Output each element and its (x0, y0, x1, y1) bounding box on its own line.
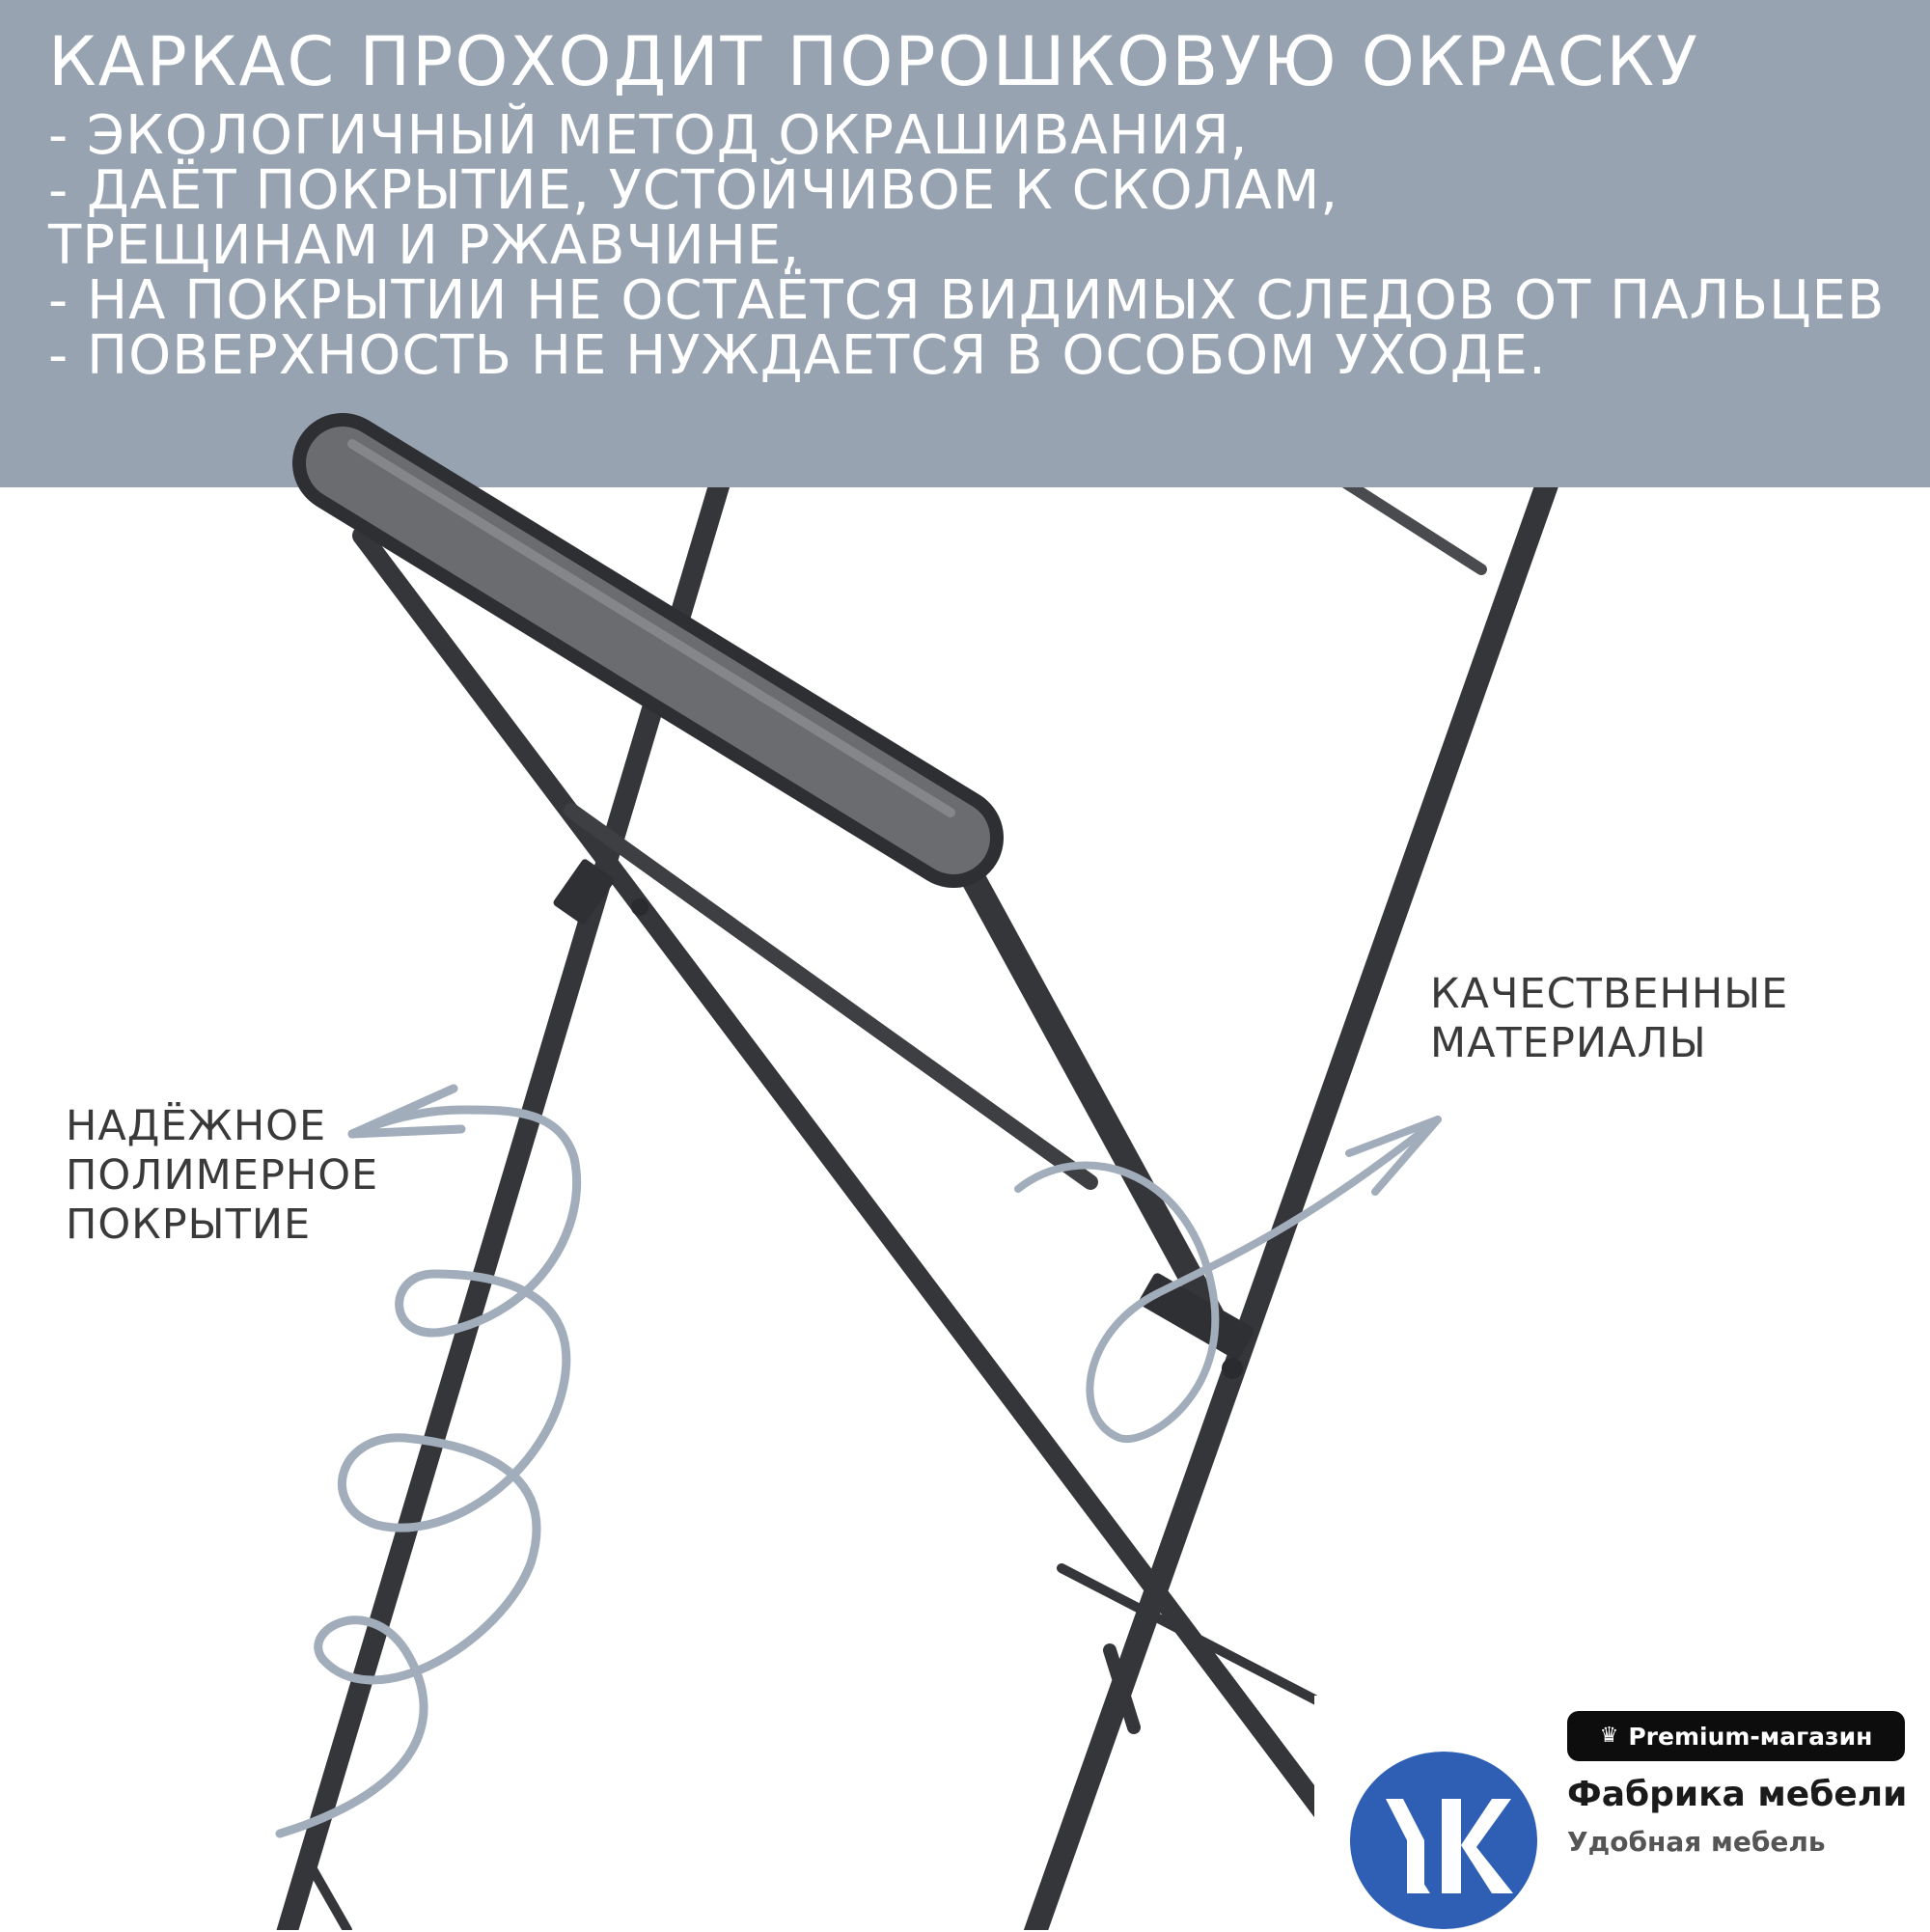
benefit-item: - НА ПОКРЫТИИ НЕ ОСТАЁТСЯ ВИДИМЫХ СЛЕДОВ ОТ ПАЛЬЦЕВ (48, 269, 1886, 332)
benefit-item: - ПОВЕРХНОСТЬ НЕ НУЖДАЕТСЯ В ОСОБОМ УХОДЕ. (48, 324, 1547, 387)
callout-polymer-coating (66, 1102, 378, 1250)
callout-line: МАТЕРИАЛЫ (1430, 1019, 1707, 1067)
callout-line: ПОКРЫТИЕ (66, 1201, 312, 1249)
premium-store-pill (1567, 1711, 1905, 1761)
mk-logo (1347, 1749, 1540, 1932)
callout-line: ПОЛИМЕРНОЕ (66, 1151, 379, 1200)
headline: КАРКАС ПРОХОДИТ ПОРОШКОВУЮ ОКРАСКУ (48, 22, 1699, 101)
store-badge (1314, 1696, 1930, 1930)
callout-line: КАЧЕСТВЕННЫЕ (1430, 970, 1789, 1018)
benefit-item: - ЭКОЛОГИЧНЫЙ МЕТОД ОКРАШИВАНИЯ, (48, 104, 1249, 167)
premium-label: Premium-магазин (1628, 1722, 1873, 1751)
crown-icon: ♛ (1599, 1724, 1619, 1748)
callout-quality-materials (1430, 970, 1788, 1068)
factory-name: Фабрика мебели (1567, 1775, 1908, 1814)
callout-line: НАДЁЖНОЕ (66, 1102, 327, 1150)
benefits-list (48, 104, 1886, 387)
benefit-item: - ДАЁТ ПОКРЫТИЕ, УСТОЙЧИВОЕ К СКОЛАМ, (48, 159, 1339, 222)
factory-tagline: Удобная мебель (1567, 1826, 1826, 1858)
benefit-item: ТРЕЩИНАМ И РЖАВЧИНЕ, (48, 214, 801, 277)
